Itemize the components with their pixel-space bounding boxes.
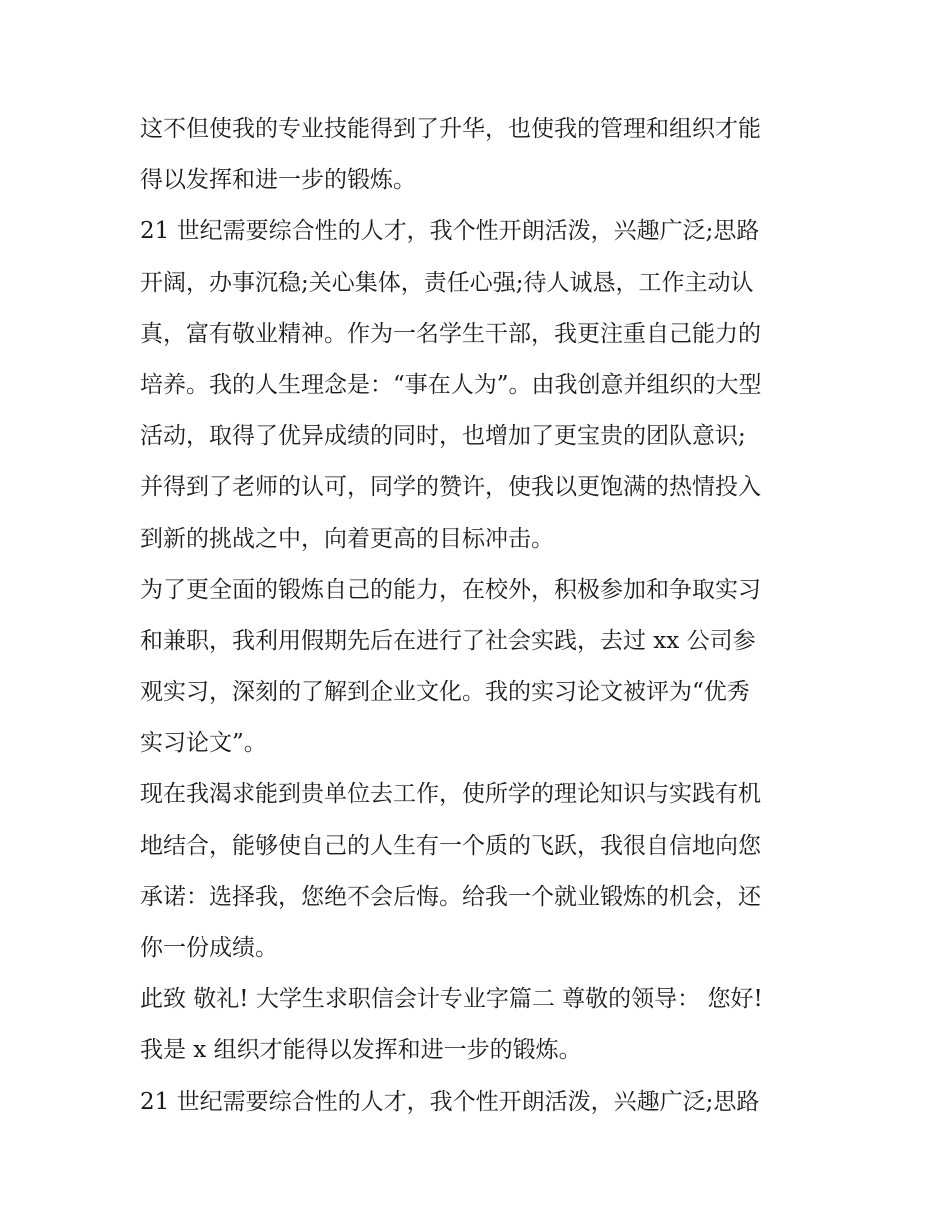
text-line-12: 观实习，深刻的了解到企业文化。我的实习论文被评为“优秀 bbox=[140, 679, 750, 706]
text-line-1: 这不但使我的专业技能得到了升华，也使我的管理和组织才能 bbox=[140, 116, 761, 142]
text-line-9: 到新的挑战之中，向着更高的目标冲击。 bbox=[140, 525, 554, 552]
text-line-4: 开阔，办事沉稳;关心集体，责任心强;待人诚恳，工作主动认 bbox=[140, 269, 754, 296]
text-line-8: 并得到了老师的认可，同学的赞许，使我以更饱满的热情投入 bbox=[140, 474, 761, 501]
text-line-15: 地结合，能够使自己的人生有一个质的飞跃，我很自信地向您 bbox=[140, 832, 761, 859]
text-line-13: 实习论文”。 bbox=[140, 730, 267, 757]
body-text bbox=[140, 104, 830, 1128]
text-line-10: 为了更全面的锻炼自己的能力，在校外，积极参加和争取实习 bbox=[140, 576, 761, 603]
text-line-3: 21 世纪需要综合性的人才，我个性开朗活泼，兴趣广泛;思路 bbox=[140, 218, 760, 245]
text-line-11: 和兼职，我利用假期先后在进行了社会实践，去过 xx 公司参 bbox=[140, 627, 756, 654]
text-line-18: 此致 敬礼! 大学生求职信会计专业字篇二 尊敬的领导： 您好! bbox=[140, 986, 763, 1013]
text-line-16: 承诺：选择我，您绝不会后悔。给我一个就业锻炼的机会，还 bbox=[140, 883, 761, 910]
text-line-19: 我是 x 组织才能得以发挥和进一步的锻炼。 bbox=[140, 1037, 582, 1064]
text-line-5: 真，富有敬业精神。作为一名学生干部，我更注重自己能力的 bbox=[140, 320, 761, 347]
text-line-20: 21 世纪需要综合性的人才，我个性开朗活泼，兴趣广泛;思路 bbox=[140, 1088, 760, 1115]
text-line-17: 你一份成绩。 bbox=[140, 935, 278, 961]
text-line-7: 活动，取得了优异成绩的同时，也增加了更宝贵的团队意识; bbox=[140, 423, 746, 450]
text-line-2: 得以发挥和进一步的锻炼。 bbox=[140, 167, 416, 194]
text-line-6: 培养。我的人生理念是：“事在人为”。由我创意并组织的大型 bbox=[140, 371, 762, 398]
text-line-14: 现在我渴求能到贵单位去工作，使所学的理论知识与实践有机 bbox=[140, 781, 761, 808]
